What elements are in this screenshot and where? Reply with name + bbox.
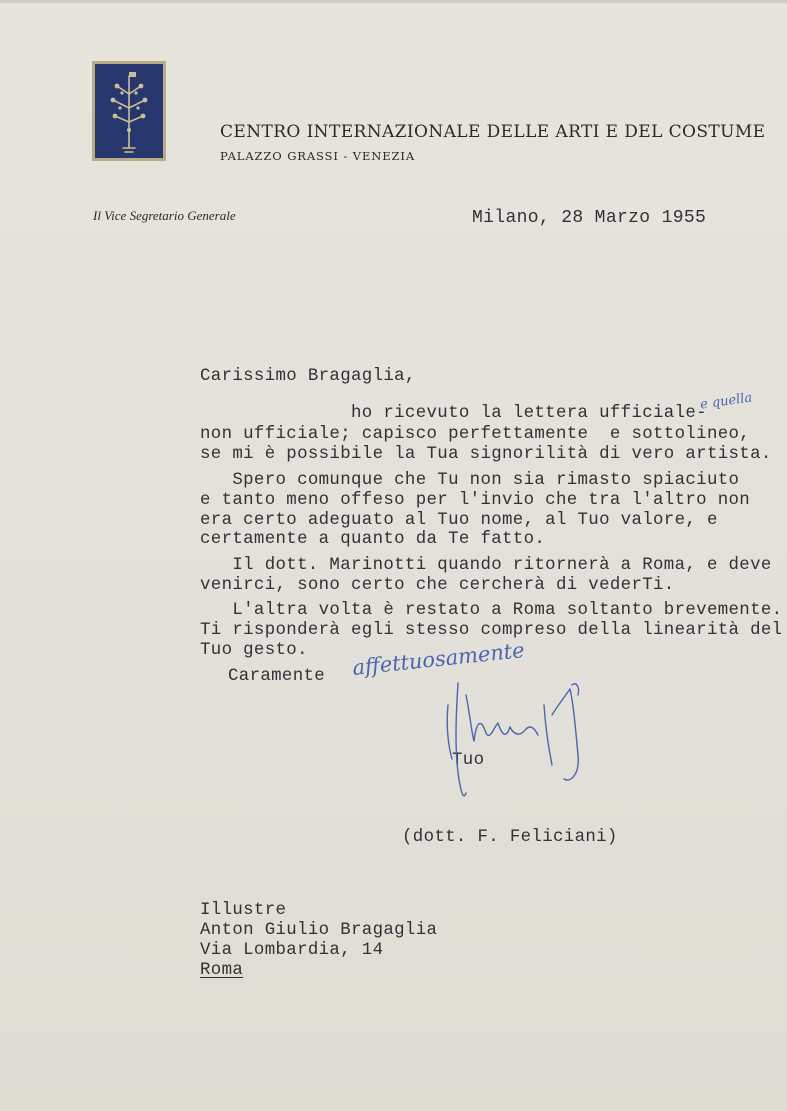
body-line: non ufficiale; capisco perfettamente e sottolineo, [200,425,751,444]
handwritten-insert: e quella [699,390,754,413]
addressee-line: Illustre [200,901,287,920]
body-line: certamente a quanto da Te fatto. [200,530,546,549]
place-and-date: Milano, 28 Marzo 1955 [472,208,707,228]
organization-logo [92,61,166,161]
typed-signatory-name: (dott. F. Feliciani) [402,828,618,847]
body-line: Tuo gesto. [200,641,308,660]
tree-emblem-icon [95,64,163,158]
addressee-line: Via Lombardia, 14 [200,941,384,960]
handwritten-closing: affettuosamente [351,638,526,680]
addressee-city: Roma [200,961,244,980]
organization-name: CENTRO INTERNAZIONALE DELLE ARTI E DEL COSTUME [220,122,766,142]
paper-edge [0,0,787,3]
body-line: Ti risponderà egli stesso compreso della linearità del [200,621,783,640]
body-line: Il dott. Marinotti quando ritornerà a Roma, e deve [200,556,772,575]
body-line: se mi è possibile la Tua signorilità di vero artista. [200,445,772,464]
sender-office-title: Il Vice Segretario Generale [93,208,236,223]
body-line: L'altra volta è restato a Roma soltanto brevemente. [200,601,783,620]
body-line: venirci, sono certo che cercherà di vederTi. [200,576,675,595]
body-line: ho ricevuto la lettera ufficiale- [200,404,707,423]
salutation: Carissimo Bragaglia, [200,367,416,386]
closing-tuo: Tuo [452,751,485,770]
body-line: era certo adeguato al Tuo nome, al Tuo valore, e [200,511,718,530]
body-line: Spero comunque che Tu non sia rimasto spiaciuto [200,471,740,490]
organization-address: PALAZZO GRASSI - VENEZIA [220,149,416,163]
logo-panel [95,64,163,158]
handwritten-signature [440,675,630,805]
addressee-line: Anton Giulio Bragaglia [200,921,438,940]
body-line: e tanto meno offeso per l'invio che tra l'altro non [200,491,751,510]
closing-word: Caramente [228,667,326,686]
